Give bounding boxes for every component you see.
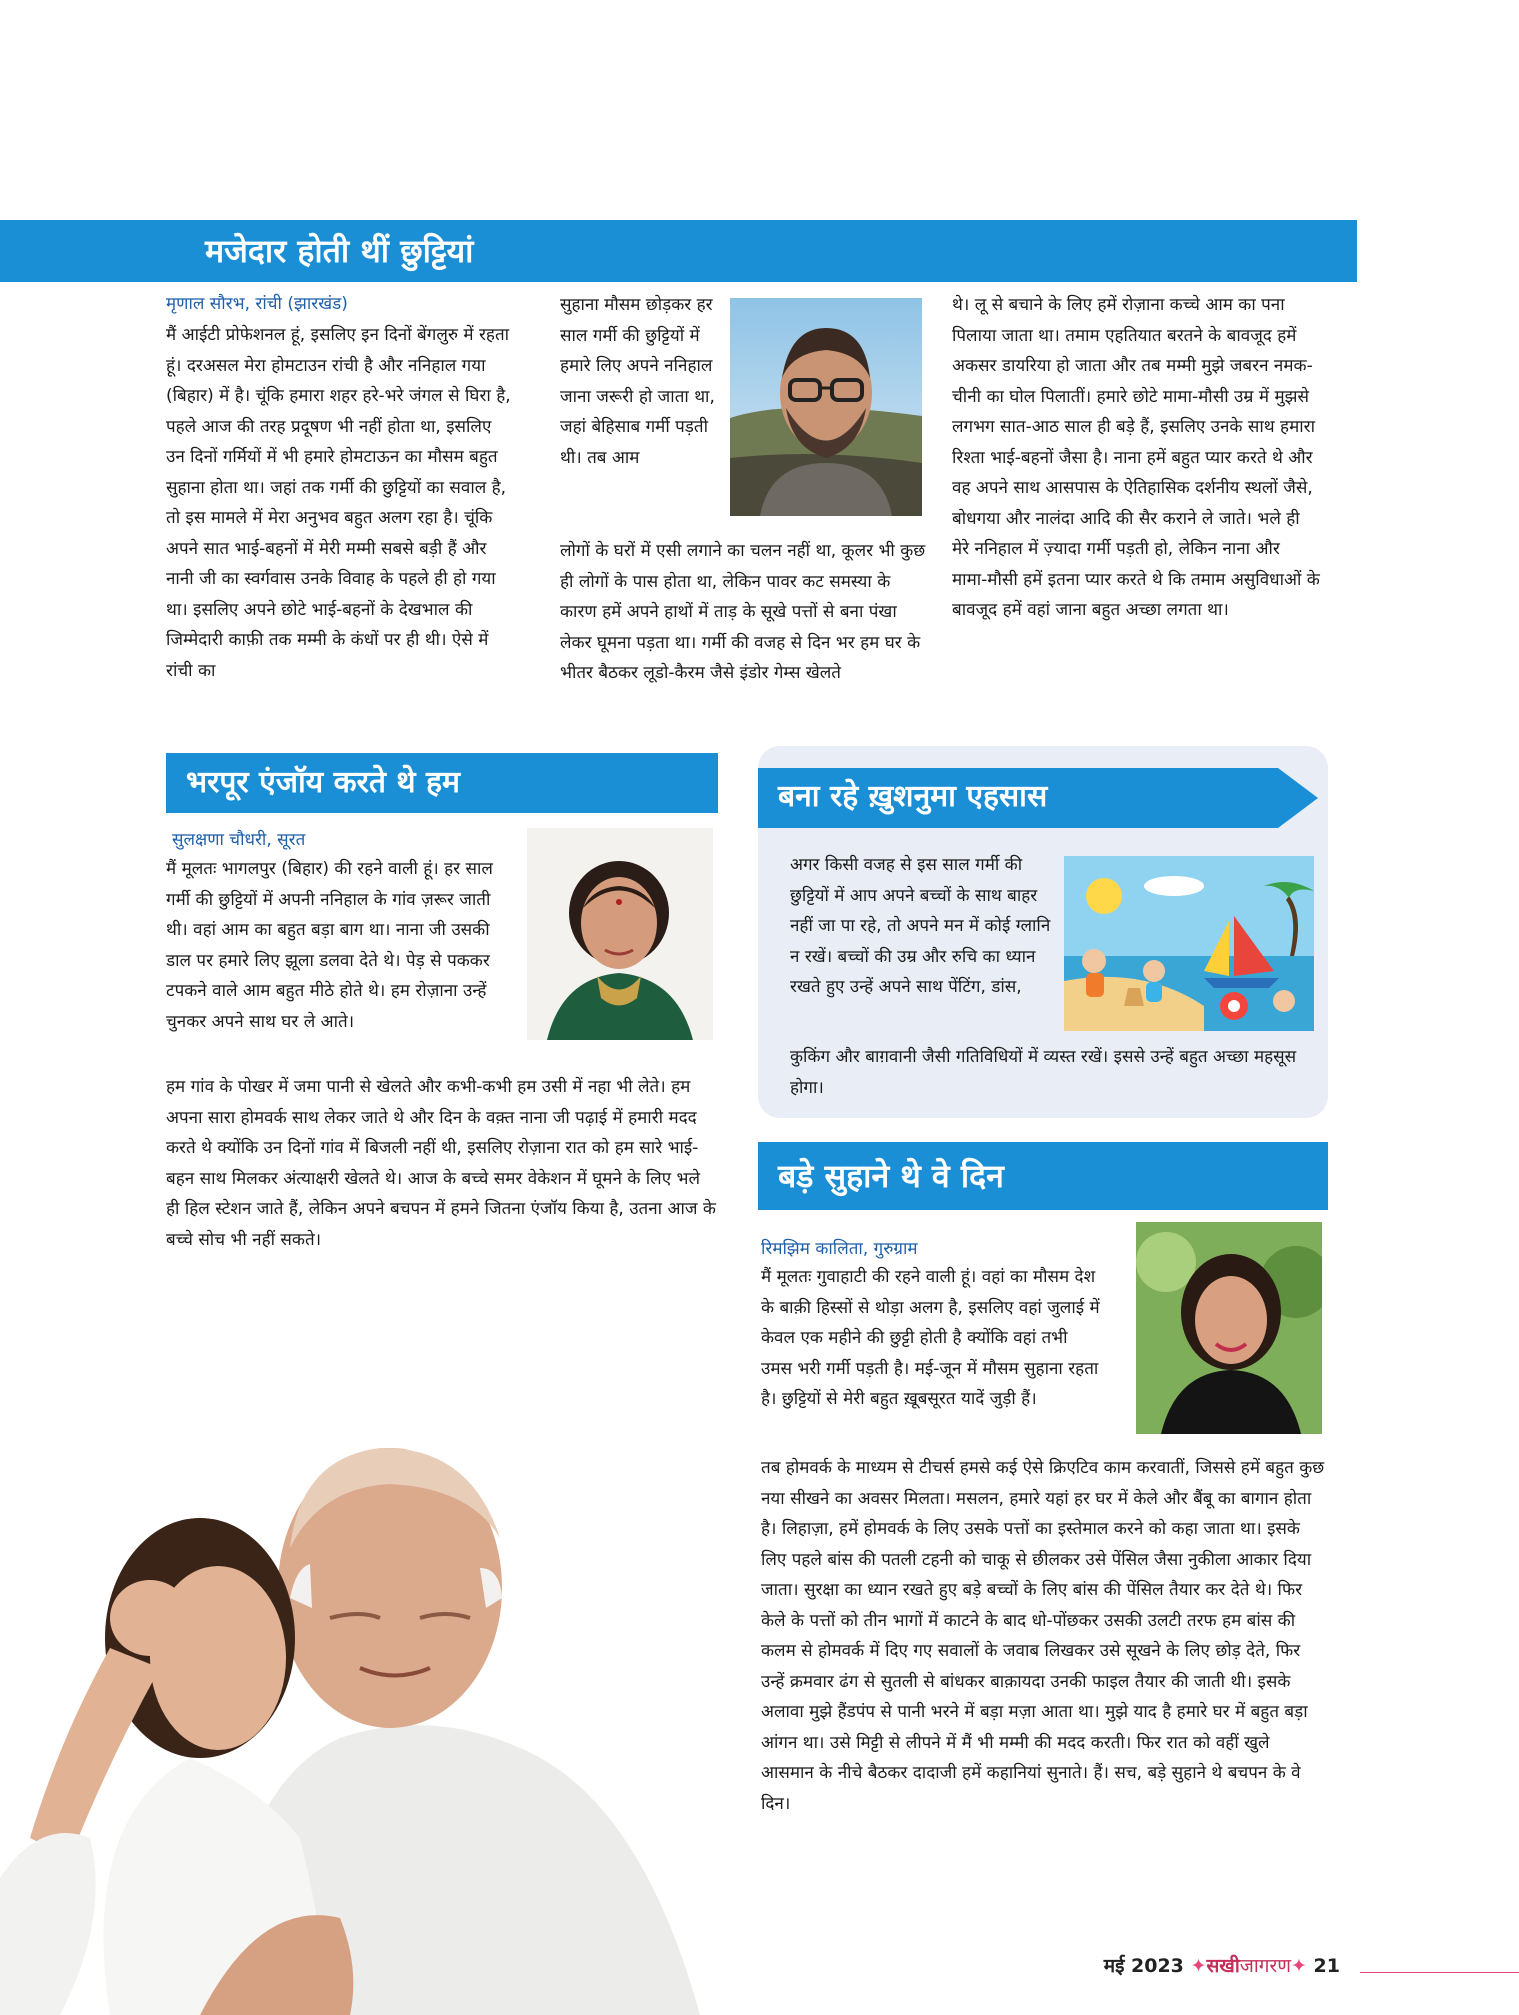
section2-banner — [166, 753, 718, 813]
sidebar-text-bottom-content: कुकिंग और बाग़वानी जैसी गतिविधियों में व्यस्त रखें। इससे उन्हें बहुत अच्छा महसूस होगा। — [790, 1047, 1297, 1098]
star-icon: ✦ — [1291, 1955, 1307, 1977]
sidebar-text-top — [790, 850, 1052, 1003]
section2-text-top-content: मैं मूलतः भागलपुर (बिहार) की रहने वाली हूं। हर साल गर्मी की छुट्टियों में अपनी ननिहाल के गांव ज़रूर जाती थी। वहां आम का बहुत बड़ा बाग था। नाना जी उसकी डाल पर हमारे लिए झूला डलवा देते थे। पेड़ से पककर टपकने वाले आम बहुत मीठे होते थे। हम रोज़ाना उन्हें चुनकर अपने साथ घर ले आते। — [166, 859, 493, 1032]
sidebar-title: बना रहे ख़ुशनुमा एहसास — [778, 779, 1048, 814]
section1-title: मजेदार होती थीं छुट्टियां — [205, 232, 474, 270]
section3-text-top-content: मैं मूलतः गुवाहाटी की रहने वाली हूं। वहां का मौसम देश के बाक़ी हिस्सों से थोड़ा अलग है, इसलिए वहां जुलाई में केवल एक महीने की छुट्टी होती है क्योंकि वहां तभी उमस भरी गर्मी पड़ती है। मई-जून में मौसम सुहाना रहता है। छुट्टियों से मेरी बहुत ख़ूबसूरत यादें जुड़ी हैं। — [761, 1267, 1100, 1409]
section3-text-bottom-content: तब होमवर्क के माध्यम से टीचर्स हमसे कई ऐसे क्रिएटिव काम करवातीं, जिससे हमें बहुत कुछ नया सीखने का अवसर मिलता। मसलन, हमारे यहां हर घर में केले और बैंबू का बागान होता है। लिहाज़ा, हमें होमवर्क के लिए उसके पत्तों का इस्तेमाल करने को कहा जाता था। इसके लिए पहले बांस की पतली टहनी को चाकू से छीलकर उसे पेंसिल जैसा नुकीला आकार दिया जाता। सुरक्षा का ध्यान रखते हुए बड़े बच्चों के लिए बांस की पेंसिल तैयार कर देते थे। फिर केले के पत्तों को तीन भागों में काटने के बाद धो-पोंछकर उसकी उलटी तरफ हम बांस की कलम से होमवर्क में दिए गए सवालों के जवाब लिखकर उसे सूखने के लिए छोड़ देते, फिर उन्हें क्रमवार ढंग से सुतली से बांधकर बाक़ायदा उनकी फाइल तैयार की जाती थी। इसके अलावा मुझे हैंडपंप से पानी भरने में बड़ा मज़ा आता था। मुझे याद है हमारे घर में बहुत बड़ा आंगन था। उसे मिट्टी से लीपने में मैं भी मम्मी की मदद करती। फिर रात को वहीं खुले आसमान के नीचे बैठकर दादाजी हमें कहानियां सुनाते। हैं। सच, बड़े सुहाने थे बचपन के वे दिन। — [761, 1458, 1325, 1814]
section1-col2-top — [560, 290, 720, 473]
sidebar-banner — [758, 768, 1318, 828]
section1-col2-bottom-text: लोगों के घरों में एसी लगाने का चलन नहीं था, कूलर भी कुछ ही लोगों के पास होता था, लेकिन पावर कट समस्या के कारण हमें अपने हाथों में ताड़ के सूखे पत्तों से बना पंखा लेकर घूमना पड़ता था। गर्मी की वजह से दिन भर हम घर के भीतर बैठकर लूडो-कैरम जैसे इंडोर गेम्स खेलते — [560, 541, 926, 683]
sidebar-text-top-content: अगर किसी वजह से इस साल गर्मी की छुट्टियों में आप अपने बच्चों के साथ बाहर नहीं जा पा रहे, तो अपने मन में कोई ग्लानि न रखें। बच्चों की उम्र और रुचि का ध्यान रखते हुए उन्हें अपने साथ पेंटिंग, डांस, — [790, 855, 1051, 997]
section2-byline: सुलक्षणा चौधरी, सूरत — [172, 830, 306, 850]
section1-col3-text: थे। लू से बचाने के लिए हमें रोज़ाना कच्चे आम का पना पिलाया जाता था। तमाम एहतियात बरतने के बावजूद हमें अकसर डायरिया हो जाता और तब मम्मी मुझे जबरन नमक-चीनी का घोल पिलातीं। हमारे छोटे मामा-मौसी उम्र में मुझसे लगभग सात-आठ साल ही बड़े हैं, इसलिए उनके साथ हमारा रिश्ता भाई-बहनों जैसा है। नाना हमें बहुत प्यार करते थे और वह अपने साथ आसपास के ऐतिहासिक दर्शनीय स्थलों जैसे, बोधगया और नालंदा आदि की सैर कराने ले जाते। भले ही मेरे ननिहाल में ज़्यादा गर्मी पड़ती हो, लेकिन नाना और मामा-मौसी हमें इतना प्यार करते थे कि तमाम असुविधाओं के बावजूद हमें वहां जाना बहुत अच्छा लगता था। — [952, 295, 1320, 620]
section1-col2-bottom — [560, 536, 928, 689]
section3-text-bottom — [761, 1453, 1326, 1819]
footer-brand-b: जागरण — [1239, 1955, 1291, 1977]
section1-author-photo — [730, 298, 922, 516]
section3-author-photo — [1136, 1222, 1322, 1434]
section2-text-top — [166, 854, 504, 1037]
section2-text-bottom-content: हम गांव के पोखर में जमा पानी से खेलते और कभी-कभी हम उसी में नहा भी लेते। हम अपना सारा होमवर्क साथ लेकर जाते थे और दिन के वक़्त नाना जी पढ़ाई में हमारी मदद करते थे क्योंकि उन दिनों गांव में बिजली नहीं थी, इसलिए रोज़ाना रात को हम सारे भाई-बहन साथ मिलकर अंत्याक्षरी खेलते थे। आज के बच्चे समर वेकेशन में घूमने के लिए भले ही हिल स्टेशन जाते हैं, लेकिन अपने बचपन में हमने जितना एंजॉय किया है, उतना आज के बच्चे सोच भी नहीं सकते। — [166, 1077, 716, 1250]
section2-author-photo — [527, 828, 713, 1040]
page-footer — [1100, 1952, 1340, 1978]
grandfather-granddaughter-photo — [0, 1318, 728, 2015]
section2-title: भरपूर एंजॉय करते थे हम — [186, 765, 460, 800]
section1-byline: मृणाल सौरभ, रांची (झारखंड) — [166, 294, 348, 314]
section1-banner — [0, 220, 1357, 282]
section2-text-bottom — [166, 1072, 718, 1255]
section1-col2-top-text: सुहाना मौसम छोड़कर हर साल गर्मी की छुट्टियों में हमारे लिए अपने ननिहाल जाना जरूरी हो जाता था, जहां बेहिसाब गर्मी पड़ती थी। तब आम — [560, 295, 715, 468]
footer-brand-a: सखी — [1206, 1955, 1240, 1977]
section3-text-top — [761, 1262, 1101, 1415]
footer-rule — [1360, 1972, 1519, 1973]
section1-col1 — [166, 320, 514, 686]
section3-byline: रिमझिम कालिता, गुरुग्राम — [761, 1239, 918, 1259]
section1-col3 — [952, 290, 1320, 626]
sidebar-text-bottom — [790, 1042, 1320, 1103]
sidebar-beach-illustration — [1064, 856, 1314, 1031]
section3-banner — [758, 1142, 1328, 1210]
page-number: 21 — [1313, 1955, 1340, 1977]
star-icon: ✦ — [1190, 1955, 1207, 1977]
section3-title: बड़े सुहाने थे वे दिन — [778, 1157, 1004, 1195]
section1-col1-text: मैं आईटी प्रोफेशनल हूं, इसलिए इन दिनों बेंगलुरु में रहता हूं। दरअसल मेरा होमटाउन रांची है और ननिहाल गया (बिहार) में है। चूंकि हमारा शहर हरे-भरे जंगल से घिरा है, पहले आज की तरह प्रदूषण भी नहीं होता था, इसलिए उन दिनों गर्मियों में भी हमारे होमटाऊन का मौसम बहुत सुहाना होता था। जहां तक गर्मी की छुट्टियों का सवाल है, तो इस मामले में मेरा अनुभव बहुत अलग रहा है। चूंकि अपने सात भाई-बहनों में मेरी मम्मी सबसे बड़ी हैं और नानी जी का स्वर्गवास उनके विवाह के पहले ही हो गया था। इसलिए अपने छोटे भाई-बहनों के देखभाल की जिम्मेदारी काफ़ी तक मम्मी के कंधों पर ही थी। ऐसे में रांची का — [166, 325, 511, 681]
footer-month: मई 2023 — [1103, 1955, 1184, 1977]
